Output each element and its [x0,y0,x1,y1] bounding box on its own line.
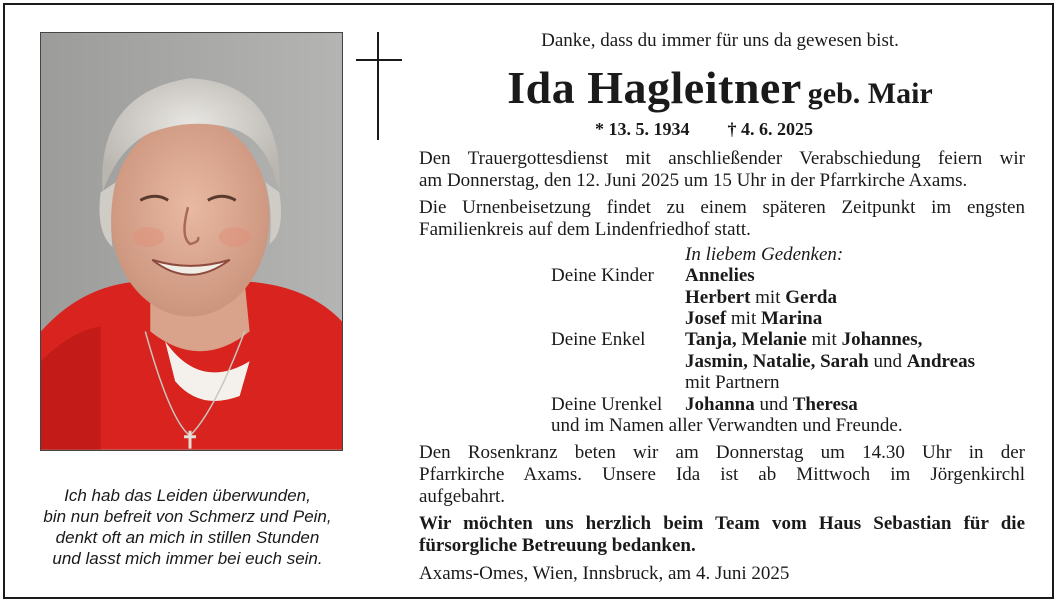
rosary-line: aufgebahrt. [419,486,505,507]
service-line: am Donnerstag, den 12. Juni 2025 um 15 Uhr in der Pfarrkirche Axams. [419,170,968,191]
family-member: Tanja, Melanie mit Johannes, [685,329,923,350]
family-heading: In liebem Gedenken: [685,244,844,265]
enkel-label: Deine Enkel [551,329,646,350]
birth-date: * 13. 5. 1934 [595,119,690,139]
thanks-paragraph [419,513,1025,557]
family-closing: und im Namen aller Verwandten und Freunde. [551,415,903,436]
poem-line: Ich hab das Leiden überwunden, [64,486,311,505]
family-member: Annelies [685,265,755,286]
poem-line: bin nun befreit von Schmerz und Pein, [43,507,332,526]
urenkel-label: Deine Urenkel [551,394,663,415]
place-date: Axams-Omes, Wien, Innsbruck, am 4. Juni 2025 [419,563,790,584]
maiden-name: geb. Mair [807,77,933,110]
death-date: † 4. 6. 2025 [727,119,813,139]
full-name: Ida Hagleitner [507,62,802,113]
service-line: Den Trauergottesdienst mit anschließender Verabschiedung feiern wir [419,148,1025,169]
rosary-line: Den Rosenkranz beten wir am Donnerstag um 14.30 Uhr in der [419,442,1025,463]
rosary-paragraph [419,442,1025,508]
family-list [5,5,1052,597]
intro-line: Danke, dass du immer für uns da gewesen bist. [541,30,899,51]
family-member: Herbert mit Gerda [685,287,837,308]
family-member: mit Partnern [685,372,780,393]
poem-line: denkt oft an mich in stillen Stunden [55,528,320,547]
poem-line: und lasst mich immer bei euch sein. [52,549,323,568]
family-member: Jasmin, Natalie, Sarah und Andreas [685,351,975,372]
rosary-line: Pfarrkirche Axams. Unsere Ida ist ab Mittwoch im Jörgenkirchl [419,464,1025,485]
family-member: Johanna und Theresa [685,394,858,415]
burial-line: Die Urnenbeisetzung findet zu einem späteren Zeitpunkt im engsten [419,197,1025,218]
burial-line: Familienkreis auf dem Lindenfriedhof statt. [419,219,751,240]
thanks-line: Wir möchten uns herzlich beim Team vom Haus Sebastian für die [419,513,1025,534]
obituary-card [3,3,1054,599]
family-member: Josef mit Marina [685,308,823,329]
thanks-line: fürsorgliche Betreuung bedanken. [419,535,696,556]
kinder-label: Deine Kinder [551,265,654,286]
